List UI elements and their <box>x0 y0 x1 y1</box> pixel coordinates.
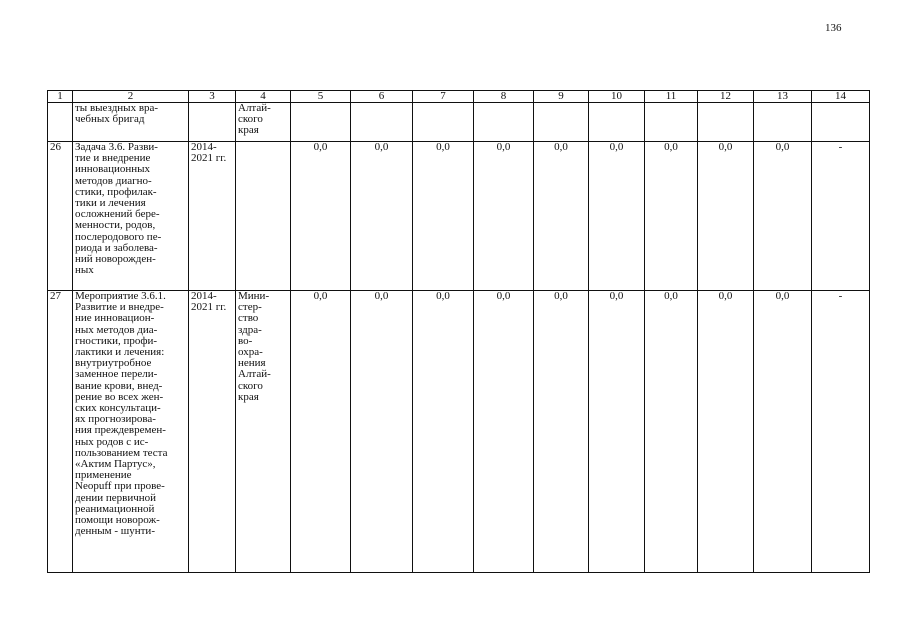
value-cell <box>645 103 698 142</box>
value-cell <box>291 103 351 142</box>
row-executor <box>236 142 291 291</box>
value-cell: 0,0 <box>754 291 812 573</box>
table-row <box>48 291 870 573</box>
value-cell <box>534 103 589 142</box>
value-cell: 0,0 <box>589 142 645 291</box>
value-cell <box>474 103 534 142</box>
value-cell: 0,0 <box>413 291 474 573</box>
value-cell: 0,0 <box>291 291 351 573</box>
column-header: 12 <box>698 91 754 103</box>
column-header: 14 <box>812 91 870 103</box>
value-cell: 0,0 <box>474 142 534 291</box>
column-header: 4 <box>236 91 291 103</box>
value-cell: 0,0 <box>413 142 474 291</box>
column-header: 9 <box>534 91 589 103</box>
note-cell: - <box>812 142 870 291</box>
value-cell: 0,0 <box>291 142 351 291</box>
value-cell <box>754 103 812 142</box>
table-body <box>48 103 870 573</box>
column-header: 11 <box>645 91 698 103</box>
row-name: ты выездных вра- чебных бригад <box>73 103 189 142</box>
value-cell: 0,0 <box>698 142 754 291</box>
row-number <box>48 103 73 142</box>
value-cell: 0,0 <box>589 291 645 573</box>
row-executor: Алтай- ского края <box>236 103 291 142</box>
column-header: 7 <box>413 91 474 103</box>
table-row <box>48 142 870 291</box>
value-cell: 0,0 <box>351 142 413 291</box>
note-cell: - <box>812 291 870 573</box>
row-executor: Мини- стер- ство здра- во- охра- нения Алтай- ского края <box>236 291 291 573</box>
row-number: 26 <box>48 142 73 291</box>
row-years: 2014- 2021 гг. <box>189 142 236 291</box>
row-name: Мероприятие 3.6.1. Развитие и внедре- ние инновацион- ных методов диа- гностики, профи- лактики и лечения: внутриутробное заменное перели- вание крови, внед- рение во всех жен- ских консультаци- ях прогнозирова- ния преждевремен- ных родов с ис- пользованием теста «Актим Партус», применение Neopuff при прове- дении первичной реанимационной помощи новорож- денным - шунти- <box>73 291 189 573</box>
column-header: 3 <box>189 91 236 103</box>
header-row <box>48 91 870 103</box>
row-number: 27 <box>48 291 73 573</box>
column-header: 5 <box>291 91 351 103</box>
value-cell: 0,0 <box>645 142 698 291</box>
note-cell <box>812 103 870 142</box>
column-header: 2 <box>73 91 189 103</box>
value-cell <box>698 103 754 142</box>
row-years: 2014- 2021 гг. <box>189 291 236 573</box>
value-cell: 0,0 <box>645 291 698 573</box>
column-header: 6 <box>351 91 413 103</box>
value-cell: 0,0 <box>534 142 589 291</box>
row-years <box>189 103 236 142</box>
value-cell <box>351 103 413 142</box>
value-cell: 0,0 <box>474 291 534 573</box>
column-header: 8 <box>474 91 534 103</box>
column-header: 1 <box>48 91 73 103</box>
value-cell: 0,0 <box>351 291 413 573</box>
column-header: 13 <box>754 91 812 103</box>
budget-table <box>47 90 870 573</box>
column-header: 10 <box>589 91 645 103</box>
value-cell <box>413 103 474 142</box>
value-cell: 0,0 <box>534 291 589 573</box>
value-cell: 0,0 <box>754 142 812 291</box>
table-row <box>48 103 870 142</box>
page-number: 136 <box>825 22 842 34</box>
value-cell <box>589 103 645 142</box>
row-name: Задача 3.6. Разви- тие и внедрение инновационных методов диагно- стики, профилак- тики и лечения осложнений бере- менности, родов, послеродового пе- риода и заболева- ний новорожден- ных <box>73 142 189 291</box>
value-cell: 0,0 <box>698 291 754 573</box>
